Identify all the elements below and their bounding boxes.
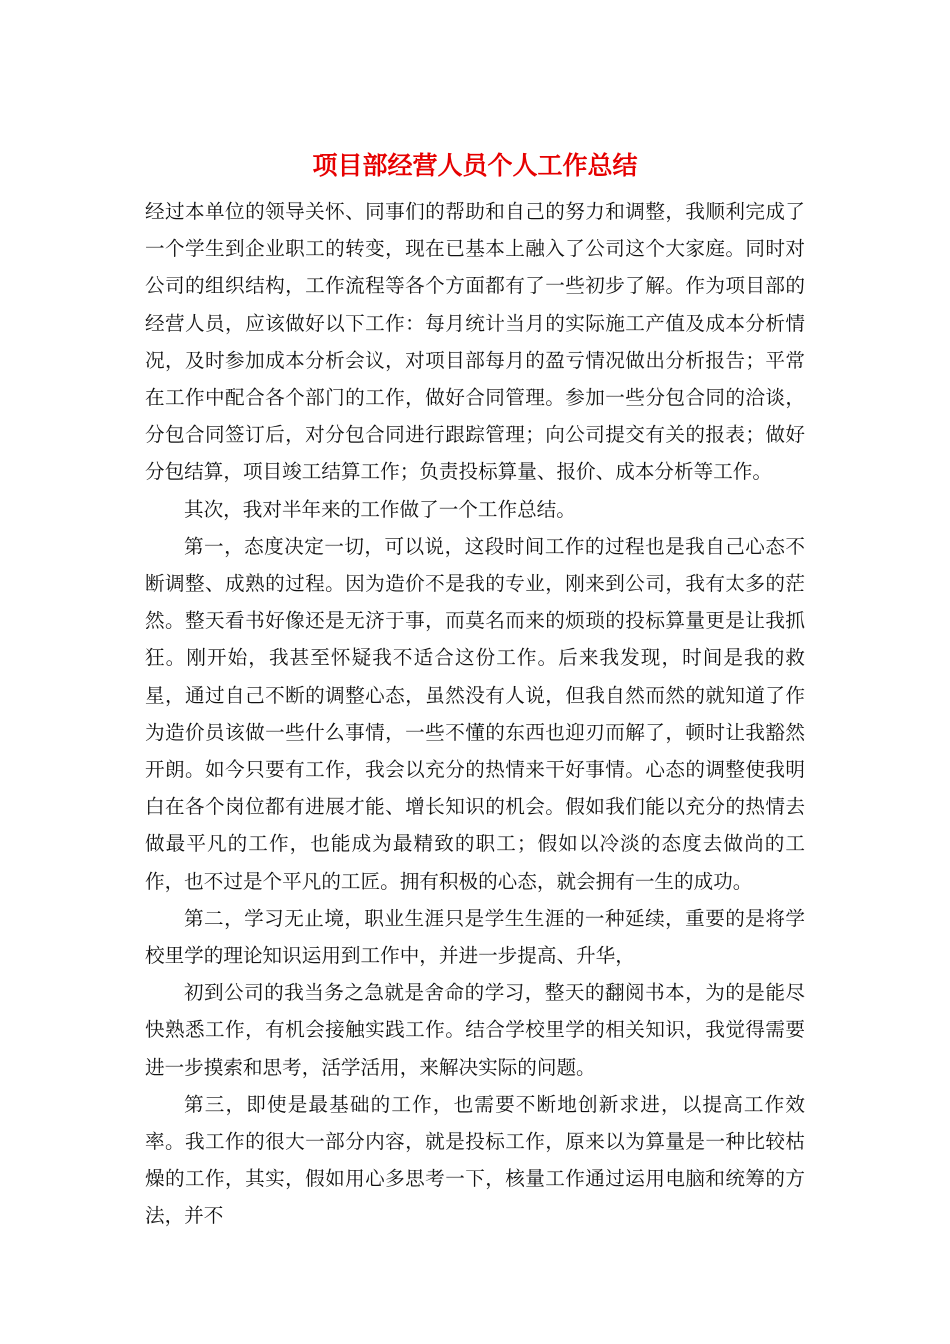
paragraph-second-point: 第二，学习无止境，职业生涯只是学生生涯的一种延续，重要的是将学校里学的理论知识运用到工作中，并进一步提高、升华， [145,906,805,968]
paragraph-first-point: 第一，态度决定一切，可以说，这段时间工作的过程也是我自己心态不断调整、成熟的过程。因为造价不是我的专业，刚来到公司，我有太多的茫然。整天看书好像还是无济于事，而莫名而来的烦琐的投标算量更是让我抓狂。刚开始，我甚至怀疑我不适合这份工作。后来我发现，时间是我的救星，通过自己不断的调整心态，虽然没有人说，但我自然而然的就知道了作为造价员该做一些什么事情，一些不懂的东西也迎刃而解了，顿时让我豁然开朗。如今只要有工作，我会以充分的热情来干好事情。心态的调整使我明白在各个岗位都有进展才能、增长知识的机会。假如我们能以充分的热情去做最平凡的工作，也能成为最精致的职工；假如以冷淡的态度去做尚的工作，也不过是个平凡的工匠。拥有积极的心态，就会拥有一生的成功。 [145,534,805,893]
document-title: 项目部经营人员个人工作总结 [312,151,638,180]
paragraph-intro: 经过本单位的领导关怀、同事们的帮助和自己的努力和调整，我顺利完成了一个学生到企业职工的转变，现在已基本上融入了公司这个大家庭。同时对公司的组织结构，工作流程等各个方面都有了一些初步了解。作为项目部的经营人员，应该做好以下工作：每月统计当月的实际施工产值及成本分析情况，及时参加成本分析会议，对项目部每月的盈亏情况做出分析报告；平常在工作中配合各个部门的工作，做好合同管理。参加一些分包合同的洽谈，分包合同签订后，对分包合同进行跟踪管理；向公司提交有关的报表；做好分包结算，项目竣工结算工作；负责投标算量、报价、成本分析等工作。 [145,200,805,484]
paragraph-summary-intro: 其次，我对半年来的工作做了一个工作总结。 [184,497,576,521]
document-body [145,193,805,1235]
paragraph-third-point: 第三，即使是最基础的工作，也需要不断地创新求进，以提高工作效率。我工作的很大一部分内容，就是投标工作，原来以为算量是一种比较枯燥的工作，其实，假如用心多思考一下，核量工作通过运用电脑和统筹的方法，并不 [145,1092,805,1228]
paragraph-study: 初到公司的我当务之急就是舍命的学习，整天的翻阅书本，为的是能尽快熟悉工作，有机会接触实践工作。结合学校里学的相关知识，我觉得需要进一步摸索和思考，活学活用，来解决实际的问题。 [145,981,805,1079]
